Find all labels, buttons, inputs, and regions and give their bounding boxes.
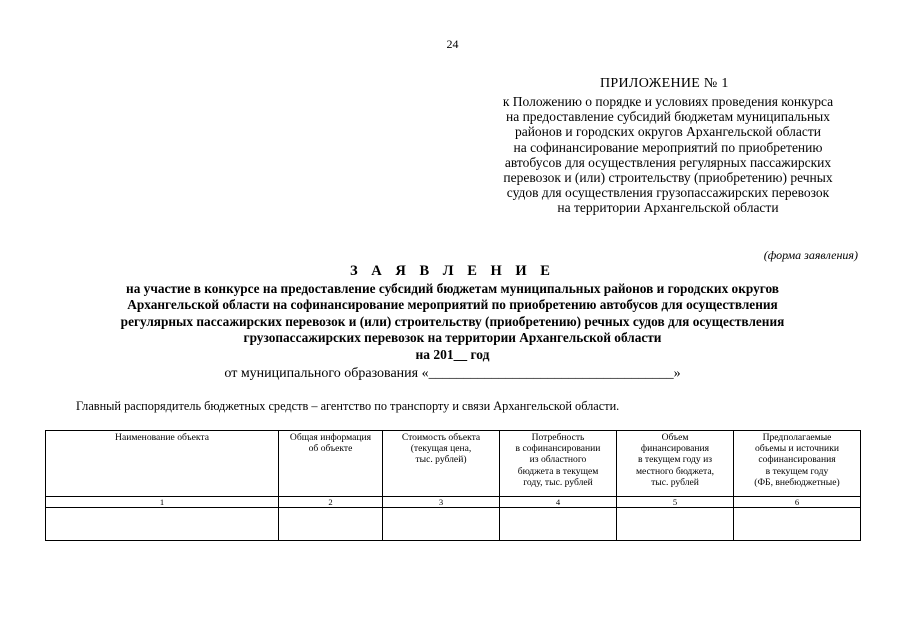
header-line: (текущая цена,	[410, 443, 472, 455]
table-cell	[500, 508, 617, 541]
year-line: на 201__ год	[415, 347, 490, 362]
header-local-funding	[617, 431, 734, 497]
header-line: софинансирования	[758, 454, 836, 466]
table-header-row	[46, 431, 861, 497]
appendix-title: ПРИЛОЖЕНИЕ № 1	[600, 76, 729, 91]
appendix-line: на территории Архангельской области	[557, 200, 779, 216]
document-subtitle	[60, 281, 845, 346]
table-cell	[617, 508, 734, 541]
column-number: 6	[734, 497, 861, 508]
table-cell	[46, 508, 279, 541]
appendix-line: к Положению о порядке и условиях проведения конкурса	[502, 94, 834, 109]
header-line: Предполагаемые	[762, 432, 832, 443]
header-line: Объем	[661, 432, 689, 443]
header-line: местного бюджета,	[635, 465, 714, 477]
column-number: 3	[383, 497, 500, 508]
header-line: об объекте	[308, 443, 353, 455]
header-line: в текущем году из	[637, 454, 713, 466]
subtitle-line: грузопассажирских перевозок на территории Архангельской области	[243, 329, 662, 345]
header-line: Потребность	[531, 432, 585, 443]
column-number-row	[46, 497, 861, 508]
municipality-line: от муниципального образования «___________________________________»	[224, 366, 681, 381]
document-title: З А Я В Л Е Н И Е	[350, 263, 555, 279]
header-line: году, тыс. рублей	[523, 476, 593, 488]
header-line: тыс. рублей)	[415, 454, 467, 466]
header-line: в текущем году	[765, 465, 829, 477]
header-object-name	[46, 431, 279, 497]
budget-manager-line: Главный распорядитель бюджетных средств – агентство по транспорту и связи Архангельской области.	[76, 399, 620, 413]
header-line: тыс. рублей	[651, 476, 699, 488]
appendix-line: на предоставление субсидий бюджетам муниципальных	[505, 109, 830, 125]
appendix-line: автобусов для осуществления регулярных пассажирских	[504, 154, 832, 170]
appendix-line: на софинансирование мероприятий по приобретению	[513, 139, 823, 155]
page-number: 24	[446, 37, 459, 51]
header-line: финансирования	[640, 443, 710, 455]
header-line: объемы и источники	[754, 443, 839, 455]
header-line: Наименование объекта	[115, 432, 209, 443]
header-object-cost	[383, 431, 500, 497]
column-number: 5	[617, 497, 734, 508]
table-row	[46, 508, 861, 541]
table-cell	[279, 508, 383, 541]
appendix-line: перевозок и (или) строительству (приобретению) речных	[503, 170, 833, 186]
subtitle-line: Архангельской области на софинансирование мероприятий по приобретению автобусов для осуществления	[127, 297, 778, 313]
table-cell	[383, 508, 500, 541]
header-general-info	[279, 431, 383, 497]
form-note: (форма заявления)	[763, 248, 858, 262]
column-number: 1	[46, 497, 279, 508]
appendix-line: районов и городских округов Архангельской области	[514, 124, 822, 140]
application-table	[45, 430, 861, 541]
header-line: бюджета в текущем	[517, 465, 599, 477]
header-regional-need	[500, 431, 617, 497]
appendix-line: судов для осуществления грузопассажирских перевозок	[506, 185, 830, 201]
header-cofinancing-sources	[734, 431, 861, 497]
header-line: в софинансировании	[515, 443, 601, 455]
table-cell	[734, 508, 861, 541]
subtitle-line: регулярных пассажирских перевозок и (или) строительству (приобретению) речных судов для осуществления	[120, 313, 785, 329]
header-line: (ФБ, внебюджетные)	[754, 476, 840, 488]
subtitle-line: на участие в конкурсе на предоставление субсидий бюджетам муниципальных районов и городских округов	[126, 281, 779, 296]
header-line: Общая информация	[289, 432, 372, 443]
column-number: 2	[279, 497, 383, 508]
appendix-description	[476, 94, 860, 216]
header-line: Стоимость объекта	[401, 432, 481, 443]
header-line: из областного	[529, 454, 587, 466]
column-number: 4	[500, 497, 617, 508]
